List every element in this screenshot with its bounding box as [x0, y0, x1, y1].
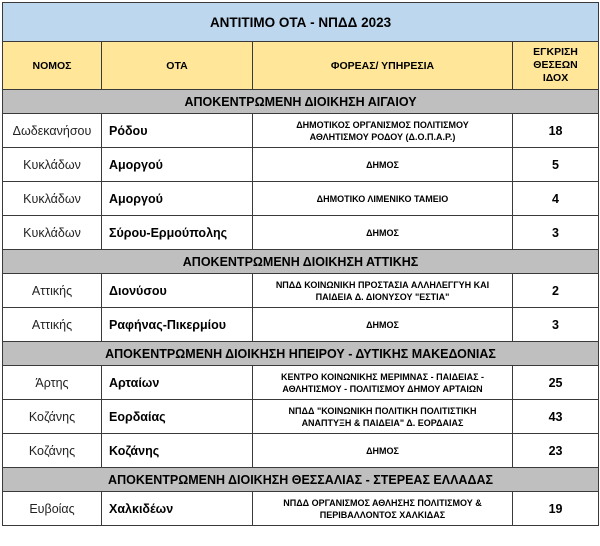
section-row [3, 468, 599, 492]
cell-ota: Αρταίων [102, 366, 253, 400]
table-title: ΑΝΤΙΤΙΜΟ ΟΤΑ - ΝΠΔΔ 2023 [3, 3, 599, 42]
cell-prefecture: Δωδεκανήσου [3, 114, 102, 148]
table-row [3, 400, 599, 434]
cell-prefecture: Κοζάνης [3, 400, 102, 434]
table-row [3, 114, 599, 148]
section-title: ΑΠΟΚΕΝΤΡΩΜΕΝΗ ΔΙΟΙΚΗΣΗ ΑΤΤΙΚΗΣ [3, 250, 599, 274]
table-row [3, 182, 599, 216]
table-row [3, 366, 599, 400]
cell-agency [253, 148, 513, 182]
cell-agency-line: ΑΘΛΗΤΙΣΜΟΥ - ΠΟΛΙΤΙΣΜΟΥ ΔΗΜΟΥ ΑΡΤΑΙΩΝ [282, 383, 483, 394]
table-row [3, 216, 599, 250]
section-row [3, 342, 599, 366]
cell-agency-line: ΝΠΔΔ ΚΟΙΝΩΝΙΚΗ ΠΡΟΣΤΑΣΙΑ ΑΛΛΗΛΕΓΓΥΗ ΚΑΙ [275, 279, 490, 290]
cell-prefecture: Ευβοίας [3, 492, 102, 526]
cell-agency-line: ΚΕΝΤΡΟ ΚΟΙΝΩΝΙΚΗΣ ΜΕΡΙΜΝΑΣ - ΠΑΙΔΕΙΑΣ - [281, 371, 484, 382]
cell-approval-count: 3 [513, 308, 599, 342]
cell-approval-count: 18 [513, 114, 599, 148]
cell-prefecture: Αττικής [3, 274, 102, 308]
cell-prefecture: Κυκλάδων [3, 148, 102, 182]
table-row [3, 492, 599, 526]
approval-table [2, 2, 599, 526]
cell-agency-line: ΑΝΑΠΤΥΞΗ & ΠΑΙΔΕΙΑ" Δ. ΕΟΡΔΑΙΑΣ [301, 417, 464, 428]
table-title-row [3, 3, 599, 42]
cell-agency-line: ΝΠΔΔ ΟΡΓΑΝΙΣΜΟΣ ΑΘΛΗΣΗΣ ΠΟΛΙΤΙΣΜΟΥ & [283, 497, 482, 508]
section-title: ΑΠΟΚΕΝΤΡΩΜΕΝΗ ΔΙΟΙΚΗΣΗ ΑΙΓΑΙΟΥ [3, 90, 599, 114]
cell-prefecture: Κοζάνης [3, 434, 102, 468]
cell-ota: Αμοργού [102, 182, 253, 216]
cell-ota: Χαλκιδέων [102, 492, 253, 526]
cell-ota: Ρόδου [102, 114, 253, 148]
cell-agency [253, 274, 513, 308]
cell-approval-count: 19 [513, 492, 599, 526]
cell-approval-count: 2 [513, 274, 599, 308]
header-row [3, 42, 599, 90]
cell-ota: Διονύσου [102, 274, 253, 308]
cell-ota: Αμοργού [102, 148, 253, 182]
cell-ota: Σύρου-Ερμούπολης [102, 216, 253, 250]
header-ota: ΟΤΑ [102, 42, 253, 90]
cell-agency-line: ΔΗΜΟΤΙΚΟ ΛΙΜΕΝΙΚΟ ΤΑΜΕΙΟ [316, 193, 449, 204]
cell-agency [253, 366, 513, 400]
cell-prefecture: Κυκλάδων [3, 216, 102, 250]
cell-approval-count: 43 [513, 400, 599, 434]
cell-agency-line: ΑΘΛΗΤΙΣΜΟΥ ΡΟΔΟΥ (Δ.Ο.Π.Α.Ρ.) [309, 131, 456, 142]
cell-prefecture: Άρτης [3, 366, 102, 400]
header-approval-line: ΕΓΚΡΙΣΗ [533, 46, 578, 58]
cell-agency-line: ΠΑΙΔΕΙΑ Δ. ΔΙΟΝΥΣΟΥ "ΕΣΤΙΑ" [315, 291, 450, 302]
section-row [3, 250, 599, 274]
section-row [3, 90, 599, 114]
cell-agency [253, 114, 513, 148]
cell-approval-count: 3 [513, 216, 599, 250]
cell-approval-count: 5 [513, 148, 599, 182]
cell-agency-line: ΔΗΜΟΣ [366, 445, 399, 456]
cell-prefecture: Κυκλάδων [3, 182, 102, 216]
cell-agency-line: ΔΗΜΟΤΙΚΟΣ ΟΡΓΑΝΙΣΜΟΣ ΠΟΛΙΤΙΣΜΟΥ [296, 119, 469, 130]
table-row [3, 274, 599, 308]
cell-agency [253, 216, 513, 250]
cell-agency [253, 400, 513, 434]
cell-agency-line: ΔΗΜΟΣ [366, 319, 399, 330]
table-row [3, 434, 599, 468]
cell-agency-line: ΠΕΡΙΒΑΛΛΟΝΤΟΣ ΧΑΛΚΙΔΑΣ [319, 509, 446, 520]
section-title: ΑΠΟΚΕΝΤΡΩΜΕΝΗ ΔΙΟΙΚΗΣΗ ΘΕΣΣΑΛΙΑΣ - ΣΤΕΡΕΑΣ ΕΛΛΑΔΑΣ [3, 468, 599, 492]
cell-approval-count: 4 [513, 182, 599, 216]
table-row [3, 308, 599, 342]
cell-agency [253, 434, 513, 468]
cell-approval-count: 25 [513, 366, 599, 400]
cell-ota: Εορδαίας [102, 400, 253, 434]
cell-agency [253, 492, 513, 526]
table-row [3, 148, 599, 182]
section-title: ΑΠΟΚΕΝΤΡΩΜΕΝΗ ΔΙΟΙΚΗΣΗ ΗΠΕΙΡΟΥ - ΔΥΤΙΚΗΣ ΜΑΚΕΔΟΝΙΑΣ [3, 342, 599, 366]
cell-approval-count: 23 [513, 434, 599, 468]
cell-ota: Ραφήνας-Πικερμίου [102, 308, 253, 342]
cell-agency-line: ΔΗΜΟΣ [366, 159, 399, 170]
header-approval-line: ΘΕΣΕΩΝ [533, 59, 578, 71]
header-approval [513, 42, 599, 90]
cell-agency [253, 182, 513, 216]
header-prefecture: ΝΟΜΟΣ [3, 42, 102, 90]
header-approval-line: ΙΔΟΧ [542, 72, 569, 84]
cell-prefecture: Αττικής [3, 308, 102, 342]
cell-agency-line: ΔΗΜΟΣ [366, 227, 399, 238]
cell-agency-line: ΝΠΔΔ "ΚΟΙΝΩΝΙΚΗ ΠΟΛΙΤΙΚΗ ΠΟΛΙΤΙΣΤΙΚΗ [288, 405, 477, 416]
cell-agency [253, 308, 513, 342]
cell-ota: Κοζάνης [102, 434, 253, 468]
header-agency: ΦΟΡΕΑΣ/ ΥΠΗΡΕΣΙΑ [253, 42, 513, 90]
